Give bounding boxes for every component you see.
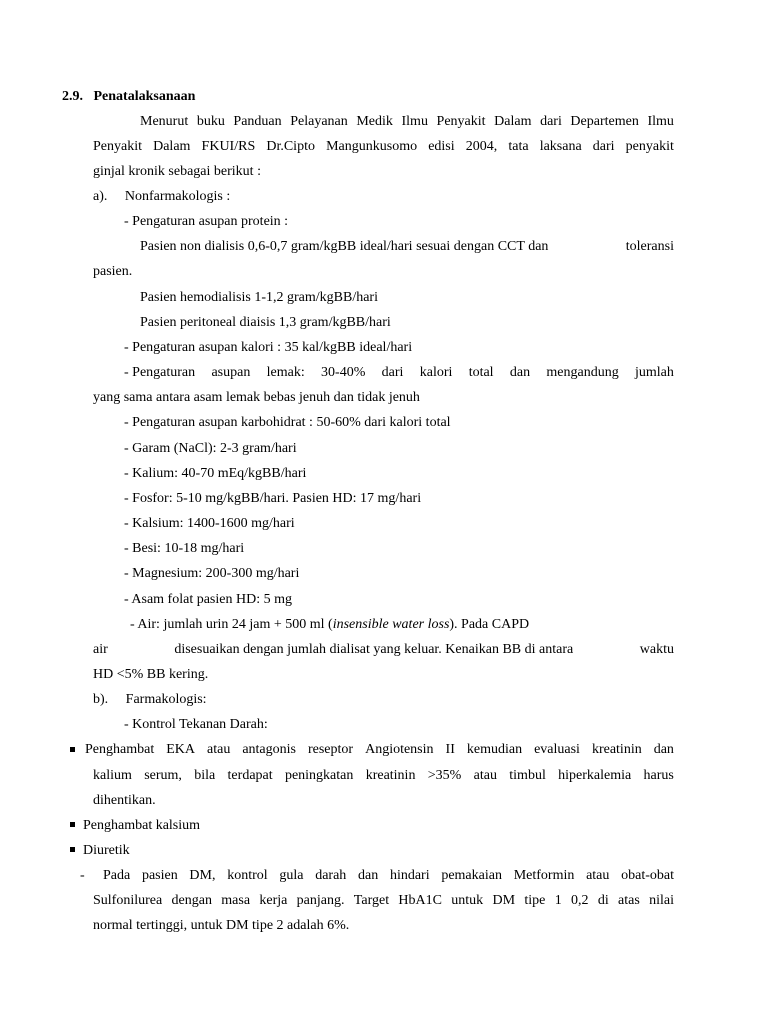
word: Pasien non dialisis 0,6-0,7 gram/kgBB ideal/hari sesuai dengan CCT dan xyxy=(140,239,549,254)
word: jumlah xyxy=(635,365,674,380)
protein-line-1-cont: pasien. xyxy=(93,264,133,279)
word: serum, xyxy=(144,768,182,783)
subsection-a-marker: a). xyxy=(93,189,108,204)
word: atau xyxy=(586,868,610,883)
intro-line-2 xyxy=(93,138,674,156)
kalori-item: - Pengaturan asupan kalori : 35 kal/kgBB ideal/hari xyxy=(124,340,413,355)
word: Angiotensin xyxy=(365,742,434,757)
lemak-line-1 xyxy=(124,364,674,382)
word: 2004, xyxy=(465,139,498,154)
word: pasien xyxy=(141,868,178,883)
word: waktu xyxy=(639,642,674,657)
word: Departemen xyxy=(570,114,639,129)
word: atas xyxy=(618,893,640,908)
word: mengandung xyxy=(546,365,619,380)
word: edisi xyxy=(428,139,455,154)
list-item: - Asam folat pasien HD: 5 mg xyxy=(124,592,292,607)
subsection-b-label: Farmakologis: xyxy=(125,692,207,707)
word: II xyxy=(445,742,455,757)
word: di xyxy=(597,893,609,908)
list-item: - Besi: 10-18 mg/hari xyxy=(124,541,245,556)
word: Ilmu xyxy=(647,114,674,129)
word: DM xyxy=(492,893,516,908)
word: peningkatan xyxy=(284,768,354,783)
word: Dr.Cipto xyxy=(266,139,315,154)
word: dan xyxy=(358,868,379,883)
word: kreatinin xyxy=(365,768,416,783)
word: pemakaian xyxy=(441,868,502,883)
word: FKUI/RS xyxy=(201,139,256,154)
word: dari xyxy=(540,114,562,129)
word: 0,2 xyxy=(571,893,589,908)
word: gula xyxy=(279,868,304,883)
subsection-b-marker: b). xyxy=(93,692,109,707)
word: 1 xyxy=(554,893,562,908)
word: kalori xyxy=(419,365,453,380)
word: darah xyxy=(315,868,347,883)
word: >35% xyxy=(427,768,462,783)
list-item: - Garam (NaCl): 2-3 gram/hari xyxy=(124,441,297,456)
kalsium-bullet xyxy=(70,817,200,835)
word: laksana xyxy=(539,139,582,154)
word: buku xyxy=(196,114,225,129)
word: evaluasi xyxy=(534,742,580,757)
diuretik-bullet-text: Diuretik xyxy=(83,843,130,858)
word: Penyakit xyxy=(93,139,142,154)
list-item: - Fosfor: 5-10 mg/kgBB/hari. Pasien HD: 17 mg/hari xyxy=(124,491,422,506)
dm-line-1 xyxy=(103,867,674,885)
air-line-2 xyxy=(93,641,674,659)
subsection-a xyxy=(93,188,230,206)
word: asupan xyxy=(211,365,251,380)
word: dan xyxy=(653,742,674,757)
word: kemudian xyxy=(466,742,523,757)
word: bila xyxy=(194,768,216,783)
word: Ilmu xyxy=(401,114,428,129)
section-title: Penatalaksanaan xyxy=(93,89,196,104)
word: terdapat xyxy=(227,768,273,783)
word: Medik xyxy=(356,114,393,129)
word: Metformin xyxy=(513,868,575,883)
word: panjang. xyxy=(296,893,345,908)
word: Pada xyxy=(103,868,131,883)
word: nilai xyxy=(649,893,674,908)
word: Dalam xyxy=(494,114,532,129)
word: harus xyxy=(643,768,674,783)
square-bullet-icon xyxy=(70,847,75,852)
word: atau xyxy=(473,768,497,783)
eka-line-3: dihentikan. xyxy=(93,793,156,808)
list-item: - Kalsium: 1400-1600 mg/hari xyxy=(124,516,295,531)
square-bullet-icon xyxy=(70,822,75,827)
kalsium-bullet-text: Penghambat kalsium xyxy=(83,818,201,833)
word: masa xyxy=(221,893,251,908)
word: untuk xyxy=(451,893,484,908)
air-line-1-text: - Air: jumlah urin 24 jam + 500 ml (insensible water loss). Pada CAPD xyxy=(130,617,530,632)
word: Penyakit xyxy=(436,114,486,129)
section-heading xyxy=(62,88,195,106)
word: kreatinin xyxy=(591,742,642,757)
intro-line-1 xyxy=(140,113,674,131)
section-number: 2.9. xyxy=(62,89,83,104)
word: disesuaikan dengan jumlah dialisat yang keluar. Kenaikan BB di antara xyxy=(174,642,574,657)
word: tipe xyxy=(524,893,546,908)
word: kalium xyxy=(93,768,132,783)
word: atau xyxy=(207,742,231,757)
dm-dash: - xyxy=(80,868,85,883)
word: dan xyxy=(509,365,531,380)
word: Mangunkusomo xyxy=(326,139,418,154)
air-line-3: HD <5% BB kering. xyxy=(93,667,209,682)
word: hindari xyxy=(389,868,430,883)
list-item: - Kalium: 40-70 mEq/kgBB/hari xyxy=(124,466,307,481)
word: 30-40% xyxy=(321,365,366,380)
word: dari xyxy=(592,139,615,154)
subsection-b xyxy=(93,691,207,709)
list-item: - Pengaturan asupan karbohidrat : 50-60% dari kalori total xyxy=(124,415,451,430)
word: kontrol xyxy=(227,868,268,883)
list-item: - Magnesium: 200-300 mg/hari xyxy=(124,566,300,581)
protein-line-1 xyxy=(140,238,674,256)
word: Penghambat xyxy=(85,742,155,757)
dm-line-3: normal tertinggi, untuk DM tipe 2 adalah 6%. xyxy=(93,918,350,933)
dm-line-2 xyxy=(93,892,674,910)
word: dengan xyxy=(171,893,212,908)
word: Target xyxy=(353,893,390,908)
word: total xyxy=(468,365,494,380)
word: Sulfonilurea xyxy=(93,893,163,908)
protein-hd: Pasien hemodialisis 1-1,2 gram/kgBB/hari xyxy=(140,290,378,305)
word: penyakit xyxy=(625,139,674,154)
word: timbul xyxy=(509,768,546,783)
word: Dalam xyxy=(153,139,191,154)
word: toleransi xyxy=(625,239,674,254)
kontrol-item: - Kontrol Tekanan Darah: xyxy=(124,717,268,732)
word: dari xyxy=(381,365,404,380)
word: DM, xyxy=(189,868,216,883)
square-bullet-icon xyxy=(70,747,75,752)
word: hiperkalemia xyxy=(558,768,632,783)
word: Menurut xyxy=(140,114,189,129)
air-line-1 xyxy=(130,616,674,634)
diuretik-bullet xyxy=(70,842,130,860)
subsection-a-label: Nonfarmakologis : xyxy=(124,189,231,204)
word: kerja xyxy=(259,893,288,908)
word: Panduan xyxy=(233,114,282,129)
word: air xyxy=(93,642,108,657)
word: Pelayanan xyxy=(290,114,348,129)
word: - Pengaturan xyxy=(124,365,196,380)
protein-title: - Pengaturan asupan protein : xyxy=(124,214,289,229)
word: antagonis xyxy=(242,742,296,757)
protein-peritoneal: Pasien peritoneal diaisis 1,3 gram/kgBB/hari xyxy=(140,315,391,330)
eka-line-1 xyxy=(85,741,674,759)
word: EKA xyxy=(166,742,195,757)
eka-line-2 xyxy=(93,767,674,785)
eka-bullet-line-1 xyxy=(70,741,674,759)
word: HbA1C xyxy=(398,893,442,908)
intro-line-3: ginjal kronik sebagai berikut : xyxy=(93,164,261,179)
word: obat-obat xyxy=(621,868,674,883)
word: reseptor xyxy=(307,742,354,757)
lemak-line-2: yang sama antara asam lemak bebas jenuh dan tidak jenuh xyxy=(93,390,420,405)
word: lemak: xyxy=(266,365,305,380)
word: tata xyxy=(508,139,529,154)
